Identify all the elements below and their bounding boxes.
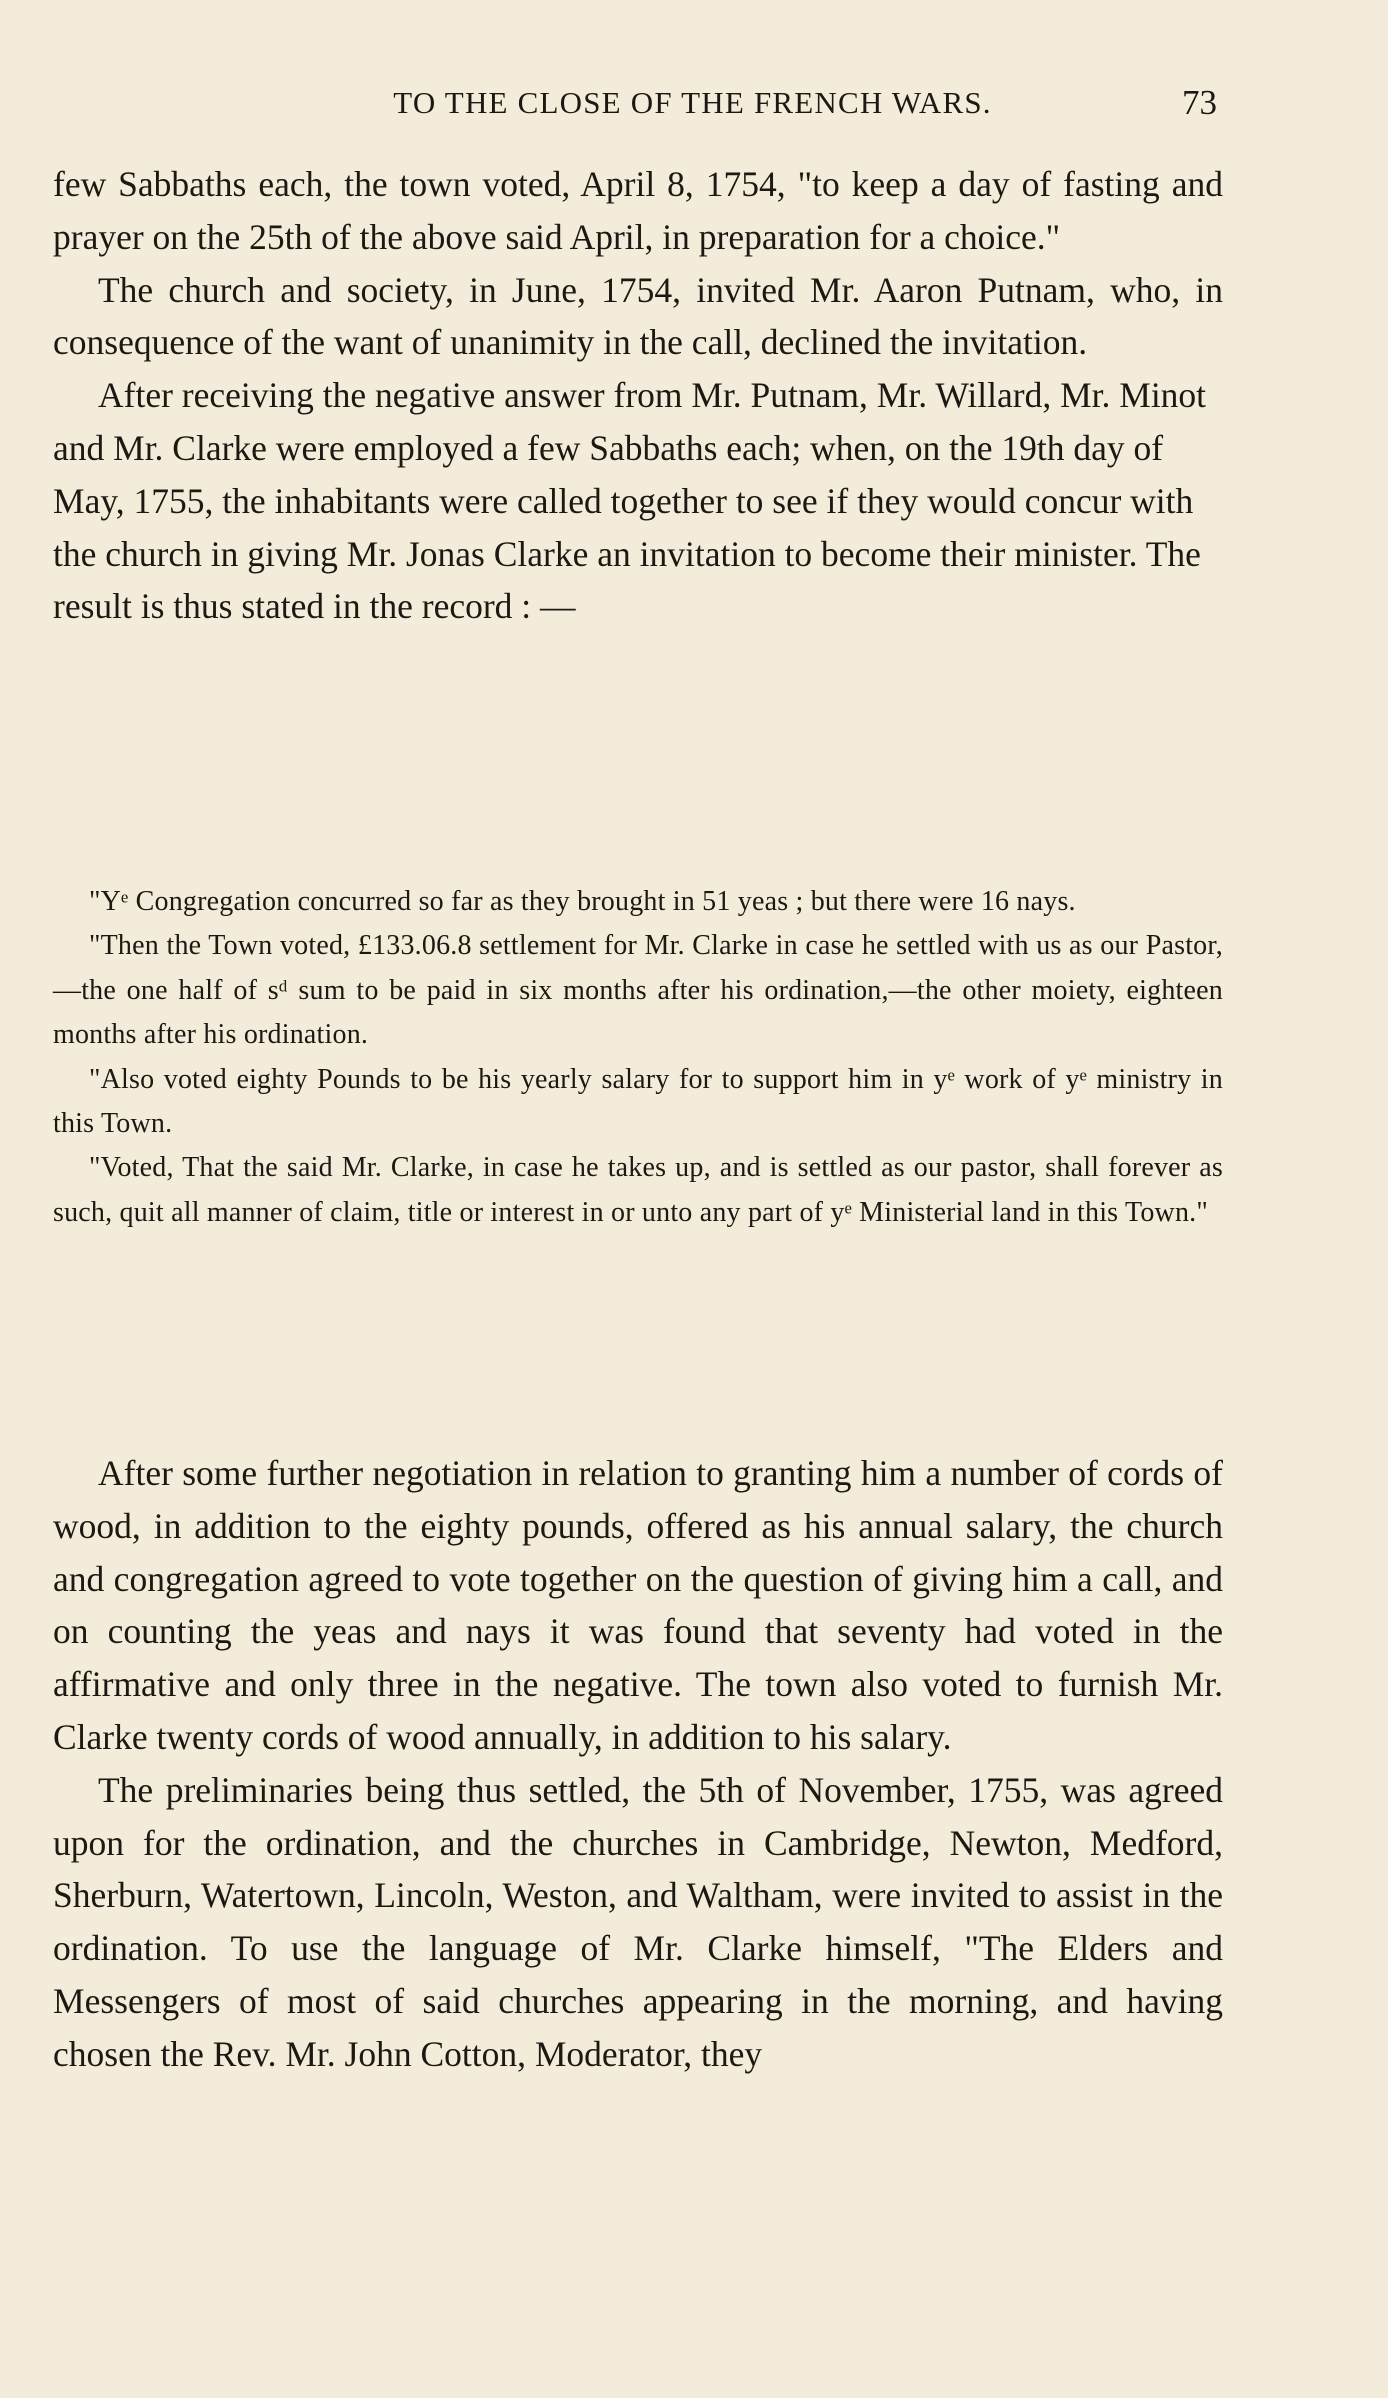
- body-text-before-quote: [53, 158, 1223, 633]
- body-paragraph: After receiving the negative answer from Mr. Putnam, Mr. Willard, Mr. Minot and Mr. Clarke were employed a few Sabbaths each; when, on the 19th day of May, 1755, the inhabitants were called together to see if they would concur with the church in giving Mr. Jonas Clarke an invitation to become their minister. The result is thus stated in the record : —: [53, 375, 1207, 627]
- running-head: [255, 78, 1217, 128]
- quote-paragraph: "Yᵉ Congregation concurred so far as they brought in 51 yeas ; but there were 16 nays.: [89, 886, 1076, 917]
- body-paragraph: After some further negotiation in relation to granting him a number of cords of wood, in addition to the eighty pounds, offered as his annual salary, the church and congregation agreed to vote together on the question of giving him a call, and on counting the yeas and nays it was found that seventy had voted in the affirmative and only three in the negative. The town also voted to furnish Mr. Clarke twenty cords of wood annually, in addition to his salary.: [53, 1453, 1223, 1757]
- page-number: 73: [1182, 83, 1217, 122]
- body-paragraph: The church and society, in June, 1754, invited Mr. Aaron Putnam, who, in consequence of the want of unanimity in the call, declined the invitation.: [53, 269, 1223, 363]
- quote-paragraph: "Then the Town voted, £133.06.8 settlement for Mr. Clarke in case he settled with us as our Pastor,—the one half of sᵈ sum to be paid in six months after his ordination,—the other moiety, eighteen months after his ordination.: [53, 930, 1223, 1051]
- quoted-town-record: [53, 880, 1223, 1235]
- body-text-after-quote: [53, 1447, 1223, 2081]
- body-paragraph: few Sabbaths each, the town voted, April 8, 1754, "to keep a day of fasting and prayer on the 25th of the above said April, in preparation for a choice.": [53, 164, 1223, 257]
- body-paragraph: The preliminaries being thus settled, the 5th of November, 1755, was agreed upon for the ordination, and the churches in Cambridge, Newton, Medford, Sherburn, Watertown, Lincoln, Weston, and Waltham, were invited to assist in the ordination. To use the language of Mr. Clarke himself, "The Elders and Messengers of most of said churches appearing in the morning, and having chosen the Rev. Mr. John Cotton, Moderator, they: [53, 1769, 1223, 2074]
- running-title: TO THE CLOSE OF THE FRENCH WARS.: [393, 85, 992, 120]
- quote-paragraph: "Also voted eighty Pounds to be his yearly salary for to support him in yᵉ work of yᵉ ministry in this Town.: [53, 1063, 1223, 1140]
- quote-paragraph: "Voted, That the said Mr. Clarke, in case he takes up, and is settled as our pastor, shall forever as such, quit all manner of claim, title or interest in or unto any part of yᵉ Ministerial land in this Town.": [53, 1152, 1223, 1228]
